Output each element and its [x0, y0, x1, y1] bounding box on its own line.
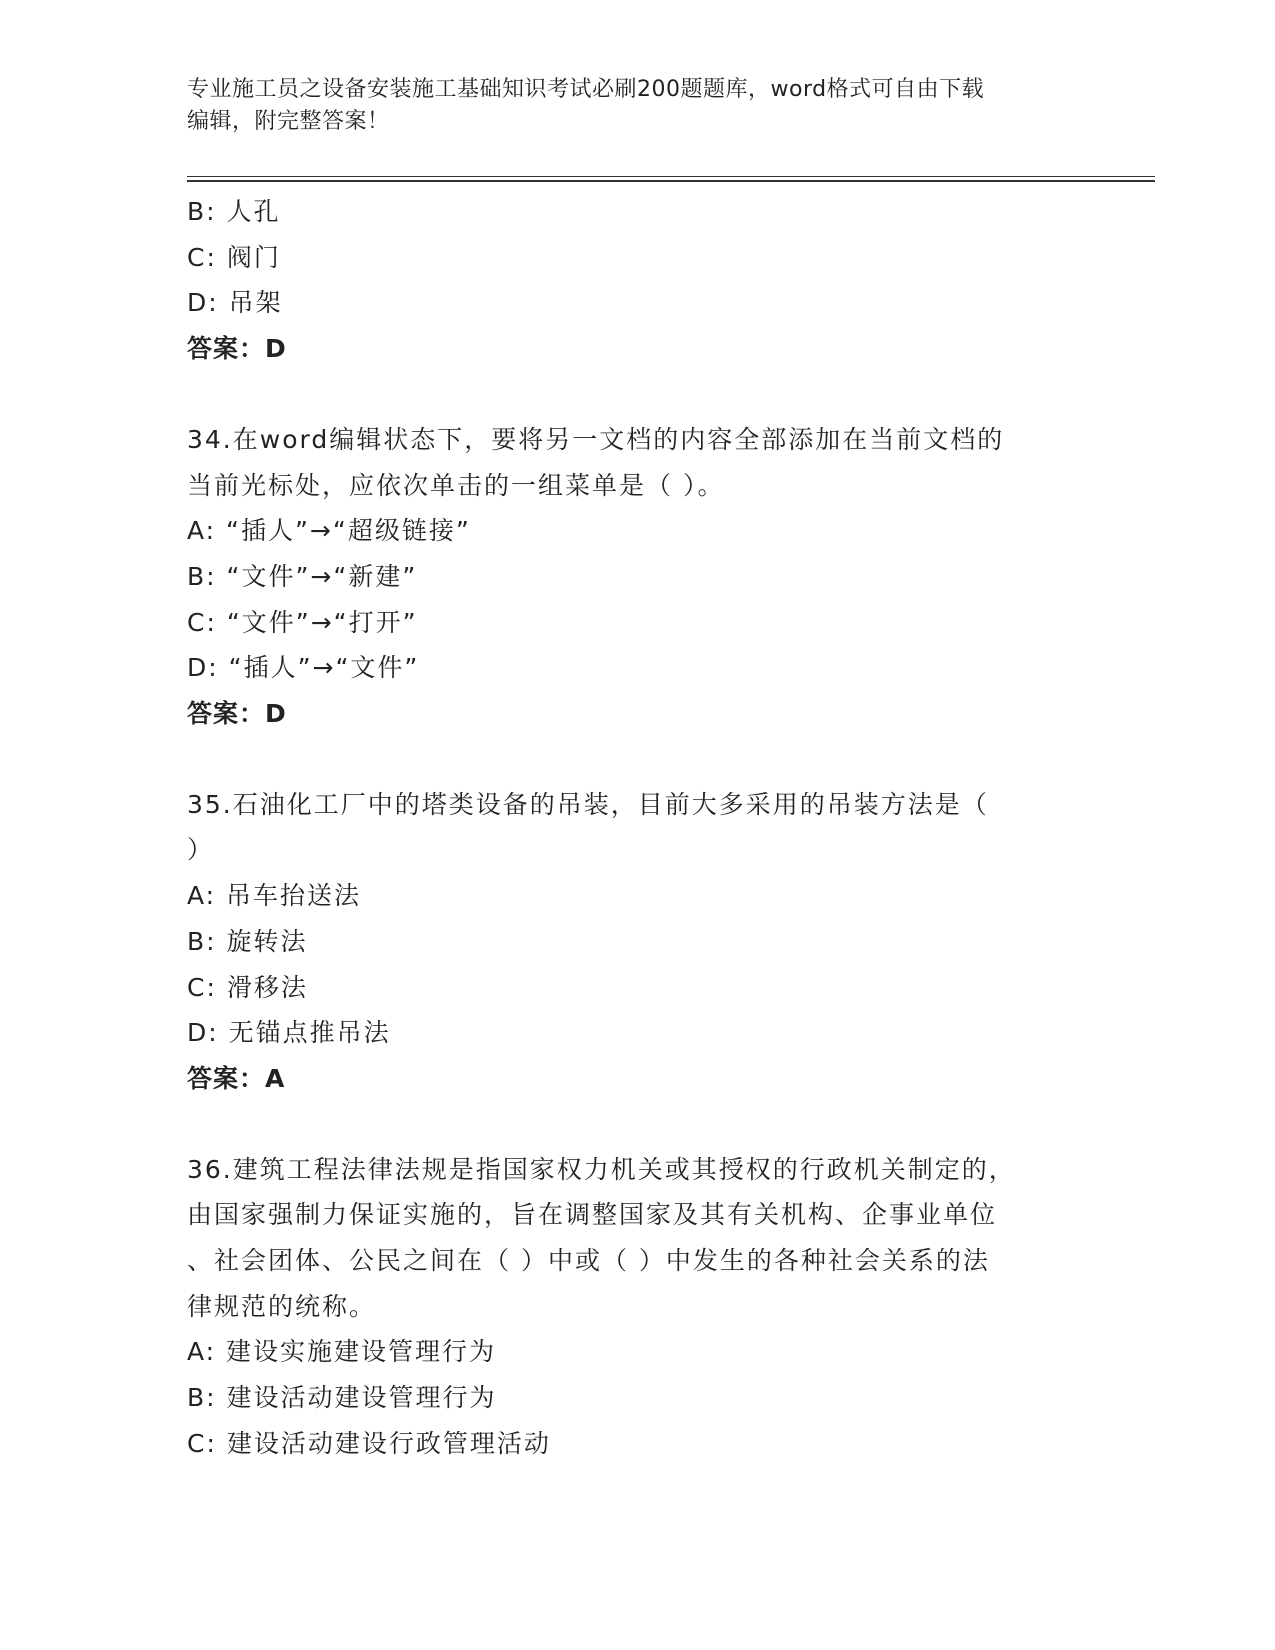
- question-text-line: 36.建筑工程法律法规是指国家权力机关或其授权的行政机关制定的，: [187, 1154, 1016, 1184]
- question-text-line: 律规范的统称。: [187, 1291, 377, 1321]
- option-b: B: “文件”→“新建”: [187, 561, 418, 591]
- option-b: B: 旋转法: [187, 926, 308, 956]
- option-a: A: 吊车抬送法: [187, 881, 362, 911]
- question-36: [187, 1147, 1087, 1467]
- question-text-line: 由国家强制力保证实施的，旨在调整国家及其有关机构、企事业单位: [187, 1200, 998, 1230]
- option-c: C: “文件”→“打开”: [187, 607, 418, 637]
- option-b: B: 建设活动建设管理行为: [187, 1383, 497, 1413]
- question-text-line: 当前光标处，应依次单击的一组菜单是（ ）。: [187, 470, 725, 500]
- question-text-line: 、社会团体、公民之间在（ ）中或（ ）中发生的各种社会关系的法: [187, 1246, 990, 1276]
- answer: 答案：D: [187, 699, 287, 729]
- question-list: [187, 189, 1087, 1467]
- answer: 答案：A: [187, 1063, 286, 1093]
- header-divider-bottom: [187, 180, 1155, 182]
- question-text-line: 35.石油化工厂中的塔类设备的吊装，目前大多采用的吊装方法是（: [187, 789, 989, 819]
- option-d: D: “插人”→“文件”: [187, 653, 420, 683]
- option-c: C: 滑移法: [187, 972, 308, 1002]
- option-b: B: 人孔: [187, 197, 281, 226]
- option-d: D: 无锚点推吊法: [187, 1018, 391, 1048]
- spacer: [187, 737, 1087, 782]
- header-title-line-2: 编辑，附完整答案！: [187, 109, 390, 134]
- spacer: [187, 1102, 1087, 1147]
- question-text-line: 34.在word编辑状态下，要将另一文档的内容全部添加在当前文档的: [187, 424, 1005, 454]
- question-34: [187, 417, 1087, 737]
- question-35: [187, 782, 1087, 1102]
- option-a: A: “插人”→“超级链接”: [187, 516, 471, 546]
- option-c: C: 建设活动建设行政管理活动: [187, 1428, 551, 1458]
- option-c: C: 阀门: [187, 242, 281, 272]
- header-title-line-1: 专业施工员之设备安装施工基础知识考试必刷200题题库，word格式可自由下载: [187, 77, 985, 102]
- answer: 答案：D: [187, 334, 287, 364]
- header-divider-top: [187, 176, 1155, 177]
- option-d: D: 吊架: [187, 288, 283, 318]
- spacer: [187, 372, 1087, 417]
- document-header: [187, 74, 1087, 138]
- option-a: A: 建设实施建设管理行为: [187, 1337, 497, 1367]
- question-33-tail: [187, 189, 1087, 372]
- question-text-line: ）: [187, 835, 215, 865]
